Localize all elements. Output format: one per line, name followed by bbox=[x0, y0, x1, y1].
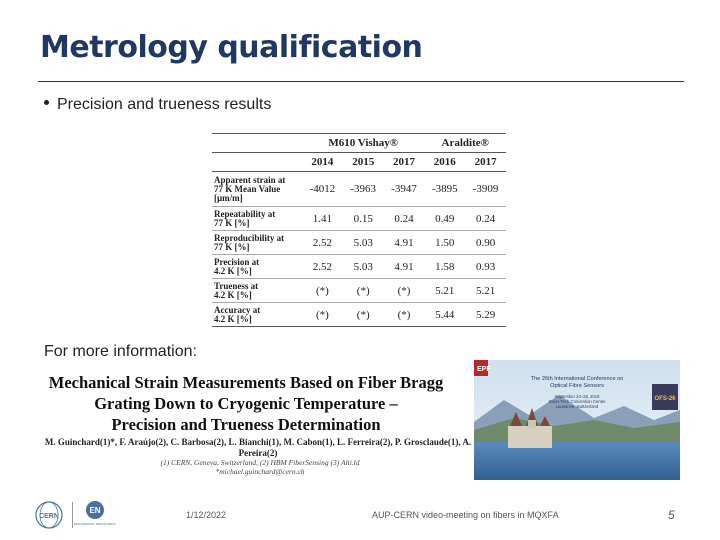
conference-details: September 24–28, 2018 Swiss Tech Convention Center Lausanne, Switzerland bbox=[548, 394, 606, 409]
table-cell: -3909 bbox=[465, 172, 506, 207]
table-cell: 5.44 bbox=[424, 303, 465, 327]
row-label-line: 4.2 K [%] bbox=[214, 265, 252, 276]
table-cell: (*) bbox=[302, 279, 343, 303]
conference-heading: The 26th International Conference on Optical Fibre Sensors bbox=[530, 376, 624, 389]
table-row bbox=[212, 231, 506, 255]
table-year-header bbox=[212, 153, 506, 172]
paper-affiliations bbox=[110, 458, 410, 476]
cern-logo-text: CERN bbox=[39, 513, 59, 520]
footer-meeting: AUP-CERN video-meeting on fibers in MQXFA bbox=[372, 510, 559, 520]
row-label bbox=[212, 172, 302, 207]
table-cell: 0.24 bbox=[465, 207, 506, 231]
group-header-araldite: Araldite® bbox=[424, 134, 506, 153]
bullet-item bbox=[44, 96, 271, 114]
more-info-label: For more information: bbox=[44, 343, 197, 360]
table-row bbox=[212, 303, 506, 327]
row-label-line: Trueness at bbox=[214, 280, 259, 291]
table-cell: (*) bbox=[302, 303, 343, 327]
conference-poster-graphic bbox=[474, 360, 680, 480]
table-cell: 0.15 bbox=[343, 207, 384, 231]
year-header: 2017 bbox=[384, 153, 425, 172]
table-cell: (*) bbox=[384, 279, 425, 303]
table-row bbox=[212, 255, 506, 279]
paper-title-line: Grating Down to Cryogenic Temperature – bbox=[94, 394, 398, 413]
table-cell: (*) bbox=[343, 303, 384, 327]
logo-divider bbox=[72, 502, 73, 528]
row-label-line: [µm/m] bbox=[214, 192, 243, 203]
year-header: 2015 bbox=[343, 153, 384, 172]
row-label-line: Repeatability at bbox=[214, 208, 276, 219]
group-header-vishay: M610 Vishay® bbox=[302, 134, 424, 153]
table-cell: 2.52 bbox=[302, 255, 343, 279]
en-logo-icon bbox=[73, 499, 117, 531]
bullet-dot bbox=[44, 100, 49, 105]
table-cell: -3947 bbox=[384, 172, 425, 207]
lake bbox=[474, 442, 680, 480]
row-label bbox=[212, 231, 302, 255]
table-cell: 5.29 bbox=[465, 303, 506, 327]
row-label-line: 77 K [%] bbox=[214, 217, 250, 228]
cern-logo bbox=[34, 500, 64, 530]
table-cell: -4012 bbox=[302, 172, 343, 207]
table-corner bbox=[212, 134, 302, 153]
ofs-badge-text: OFS-26 bbox=[654, 396, 676, 402]
row-label-line: Reproducibility at bbox=[214, 232, 285, 243]
slide-title: Metrology qualification bbox=[40, 30, 423, 65]
row-label bbox=[212, 279, 302, 303]
year-header: 2016 bbox=[424, 153, 465, 172]
row-label bbox=[212, 207, 302, 231]
bullet-text: Precision and trueness results bbox=[57, 96, 272, 113]
table-row bbox=[212, 279, 506, 303]
table-cell: 5.03 bbox=[343, 255, 384, 279]
row-label bbox=[212, 303, 302, 327]
row-label bbox=[212, 255, 302, 279]
row-label-line: Apparent strain at bbox=[214, 174, 286, 185]
en-logo-subtext: ENGINEERING DEPARTMENT bbox=[73, 522, 117, 526]
en-department-logo bbox=[73, 499, 117, 531]
year-header: 2014 bbox=[302, 153, 343, 172]
row-label-line: 4.2 K [%] bbox=[214, 289, 252, 300]
logo-letters: EPF bbox=[477, 366, 491, 373]
affiliation-line: *michael.guinchard@cern.ch bbox=[215, 467, 305, 476]
page-number: 5 bbox=[668, 508, 675, 522]
table-cell: 5.21 bbox=[465, 279, 506, 303]
table-group-header bbox=[212, 134, 506, 153]
row-label-line: 77 K Mean Value bbox=[214, 183, 281, 194]
title-divider bbox=[38, 81, 684, 82]
table-row bbox=[212, 207, 506, 231]
table-row bbox=[212, 172, 506, 207]
table-cell: 0.93 bbox=[465, 255, 506, 279]
paper-title-line: Precision and Trueness Determination bbox=[111, 415, 381, 434]
footer-date: 1/12/2022 bbox=[186, 510, 227, 520]
year-header: 2017 bbox=[465, 153, 506, 172]
conference-poster-image bbox=[474, 360, 680, 480]
table-cell: 4.91 bbox=[384, 255, 425, 279]
table-cell: 2.52 bbox=[302, 231, 343, 255]
table-cell: 5.03 bbox=[343, 231, 384, 255]
table-cell: 0.90 bbox=[465, 231, 506, 255]
cern-logo-icon bbox=[34, 500, 64, 530]
table-cell: 4.91 bbox=[384, 231, 425, 255]
row-label-line: Precision at bbox=[214, 256, 260, 267]
table-cell: 1.58 bbox=[424, 255, 465, 279]
table-corner-2 bbox=[212, 153, 302, 172]
table-cell: 5.21 bbox=[424, 279, 465, 303]
paper-title-line: Mechanical Strain Measurements Based on Fiber Bragg bbox=[48, 373, 444, 392]
results-table-image bbox=[212, 133, 506, 323]
row-label-line: 77 K [%] bbox=[214, 241, 250, 252]
table-cell: -3963 bbox=[343, 172, 384, 207]
paper-authors: M. Guinchard(1)*, F. Araújo(2), C. Barbosa(2), L. Bianchi(1), M. Cabon(1), L. Ferreira(2), P. Grosclaude(1), A. Pereira(2) bbox=[44, 437, 472, 458]
table-cell: (*) bbox=[384, 303, 425, 327]
table-cell: 0.49 bbox=[424, 207, 465, 231]
affiliation-line: (1) CERN, Geneva, Switzerland, (2) HBM FiberSensing (3) Alti.ld bbox=[160, 458, 360, 467]
row-label-line: 4.2 K [%] bbox=[214, 313, 252, 324]
table-cell: 1.50 bbox=[424, 231, 465, 255]
en-logo-text: EN bbox=[89, 506, 101, 515]
row-label-line: Accuracy at bbox=[214, 304, 261, 315]
table-cell: 1.41 bbox=[302, 207, 343, 231]
table-cell: (*) bbox=[343, 279, 384, 303]
table-cell: 0.24 bbox=[384, 207, 425, 231]
results-table bbox=[212, 133, 506, 327]
table-cell: -3895 bbox=[424, 172, 465, 207]
paper-title bbox=[46, 372, 446, 435]
